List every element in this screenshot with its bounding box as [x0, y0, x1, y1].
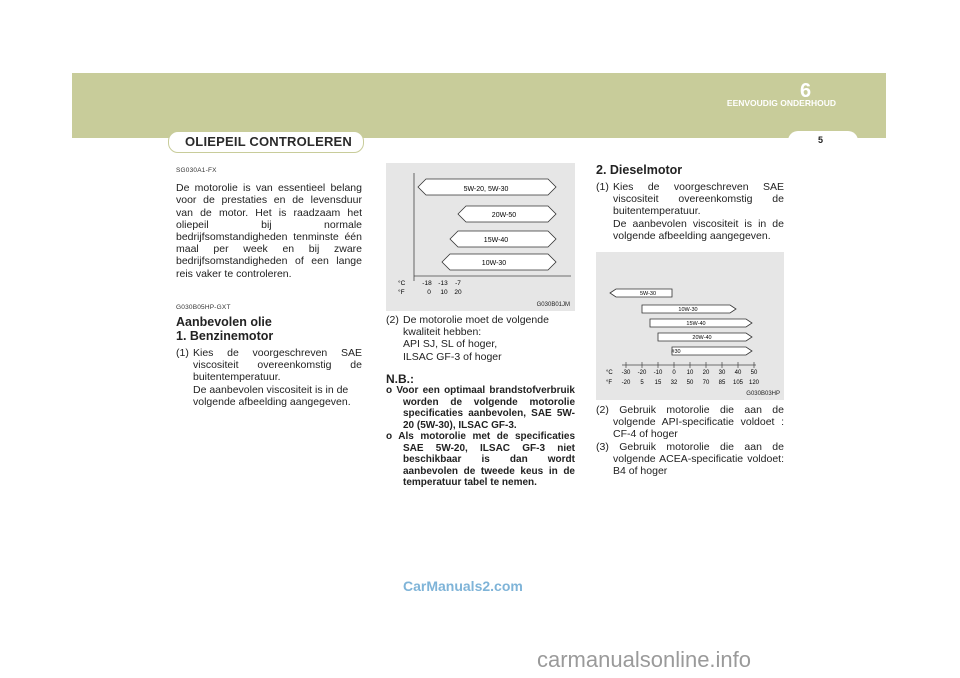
unit-fahrenheit: °F [398, 289, 405, 296]
item-text-2: De aanbevolen viscositeit is in de volgende afbeelding aangegeven. [193, 383, 351, 408]
bar-label: 20W-40 [692, 335, 712, 341]
bar-15w40 [650, 319, 752, 327]
diesel-item-2: (2) Gebruik motorolie die aan de volgende API-specificatie voldoet : CF-4 of hoger [596, 404, 784, 441]
unit-celsius: °C [606, 370, 613, 376]
page-number-tab [788, 131, 858, 151]
tick-c: 50 [750, 370, 758, 376]
ticks-fahrenheit [622, 380, 760, 386]
item-text: Kies de voorgeschreven SAE viscositeit overeenkomstig de buitentemperatuur. [193, 347, 362, 384]
viscosity-chart [386, 163, 575, 311]
chapter-name: EENVOUDIG ONDERHOUD [726, 98, 836, 108]
tick-f: 0 [427, 289, 431, 296]
note-item-2: o Als motorolie met de specificaties SAE 5W-20, ILSAC GF-3 niet beschikbaar is dan wordt aanbevolen de tweede keus in de temperatuur tabel te nemen. [386, 431, 575, 489]
tick-c: 0 [672, 370, 676, 376]
tick-c: -18 [422, 280, 432, 287]
column-2 [386, 314, 575, 489]
bar-5w20 [418, 179, 556, 195]
tick-f: 10 [440, 289, 448, 296]
tick-f: 85 [718, 380, 726, 386]
figure-code: G030B03HP [746, 391, 780, 397]
tick-c: -13 [438, 280, 448, 287]
tick-c: 20 [702, 370, 710, 376]
ticks-celsius [622, 370, 758, 376]
diesel-item-1 [596, 181, 784, 242]
bar-20w40 [658, 333, 752, 341]
tick-f: 15 [654, 380, 662, 386]
watermark-carmanualsonline[interactable]: carmanualsonline.info [537, 647, 752, 672]
page-number: 5 [818, 135, 824, 145]
bar-label: 15W-40 [483, 237, 509, 244]
item-text-2: API SJ, SL of hoger, [403, 338, 498, 351]
bar-30 [671, 347, 752, 355]
heading-petrol-engine: 1. Benzinemotor [176, 329, 274, 344]
heading-recommended-oil: Aanbevolen olie [176, 315, 272, 330]
unit-fahrenheit: °F [606, 380, 613, 386]
item-text: Kies de voorgeschreven SAE viscositeit overeenkomstig de buitentemperatuur. [613, 181, 784, 218]
bar-10w30 [642, 305, 736, 313]
diesel-viscosity-figure [596, 252, 784, 400]
chapter-number: 6 [800, 80, 812, 102]
section-title: OLIEPEIL CONTROLEREN [185, 134, 352, 149]
bar-label: 10W-30 [678, 307, 698, 313]
bar-10w30 [442, 254, 556, 270]
tick-c: -7 [455, 280, 461, 287]
bar-5w30 [610, 289, 672, 297]
section-code-2: G030B05HP-GXT [176, 303, 231, 311]
column-3 [596, 163, 784, 242]
tick-c: 10 [686, 370, 694, 376]
intro-paragraph: De motorolie is van essentieel belang voor de prestaties en de levensduur van de motor. Het is raadzaam het oliepeil bij normale bedrijfsomstandigheden tenminste één maal per week en bij zware bedrijfsomstandigheden of een lange reis vaker te controleren. [176, 182, 362, 280]
bar-label: 15W-40 [686, 321, 706, 327]
watermark-carmanuals2[interactable]: CarManuals2.com [403, 578, 523, 594]
note-title: N.B.: [386, 371, 414, 386]
tick-f: 70 [702, 380, 710, 386]
petrol-viscosity-figure [386, 163, 575, 311]
tick-c: -30 [621, 370, 631, 376]
column-1 [176, 165, 362, 408]
section-code: SG030A1-FX [176, 167, 217, 174]
tick-f: 20 [454, 289, 462, 296]
bar-label: 10W-30 [481, 260, 507, 267]
viscosity-chart [596, 252, 784, 400]
unit-celsius: °C [398, 280, 406, 287]
tick-f: 32 [670, 380, 678, 386]
note-item-1: o Voor een optimaal brandstofverbruik worden de volgende motorolie specificaties aanbevolen, SAE 5W-20 (5W-30), ILSAC GF-3. [386, 385, 575, 431]
item-number: (1) [596, 181, 609, 193]
tick-f: 50 [686, 380, 694, 386]
heading-diesel-engine: 2. Dieselmotor [596, 163, 683, 177]
bar-label: 20W-50 [491, 212, 517, 219]
tick-c: -20 [637, 370, 647, 376]
tick-c: 30 [718, 370, 726, 376]
tick-c: -10 [653, 370, 663, 376]
item-text: De motorolie moet de volgende kwaliteit hebben: [403, 314, 549, 339]
bar-label: 5W-30 [639, 291, 657, 297]
item-text-3: ILSAC GF-3 of hoger [403, 350, 502, 363]
section-title-tab [168, 131, 364, 153]
tick-f: 120 [748, 380, 760, 386]
bar-20w50 [458, 206, 556, 222]
petrol-item-2 [386, 314, 575, 363]
item-number: (1) [176, 347, 189, 360]
tick-f: -20 [621, 380, 631, 386]
bar-15w40 [450, 231, 556, 247]
diesel-item-3: (3) Gebruik motorolie die aan de volgende ACEA-specificatie voldoet: B4 of hoger [596, 440, 784, 478]
tick-f: 5 [640, 380, 644, 386]
petrol-item-1 [176, 347, 362, 408]
column-3-lower [596, 404, 784, 477]
bar-label: 5W-20, 5W-30 [463, 186, 509, 193]
tick-f: 105 [732, 380, 744, 386]
item-text-2: De aanbevolen viscositeit is in de volgende afbeelding aangegeven. [613, 217, 784, 242]
bar-label: #30 [671, 349, 681, 355]
item-number: (2) [386, 314, 399, 326]
figure-code: G030B01JM [536, 302, 570, 308]
tick-c: 40 [734, 370, 742, 376]
